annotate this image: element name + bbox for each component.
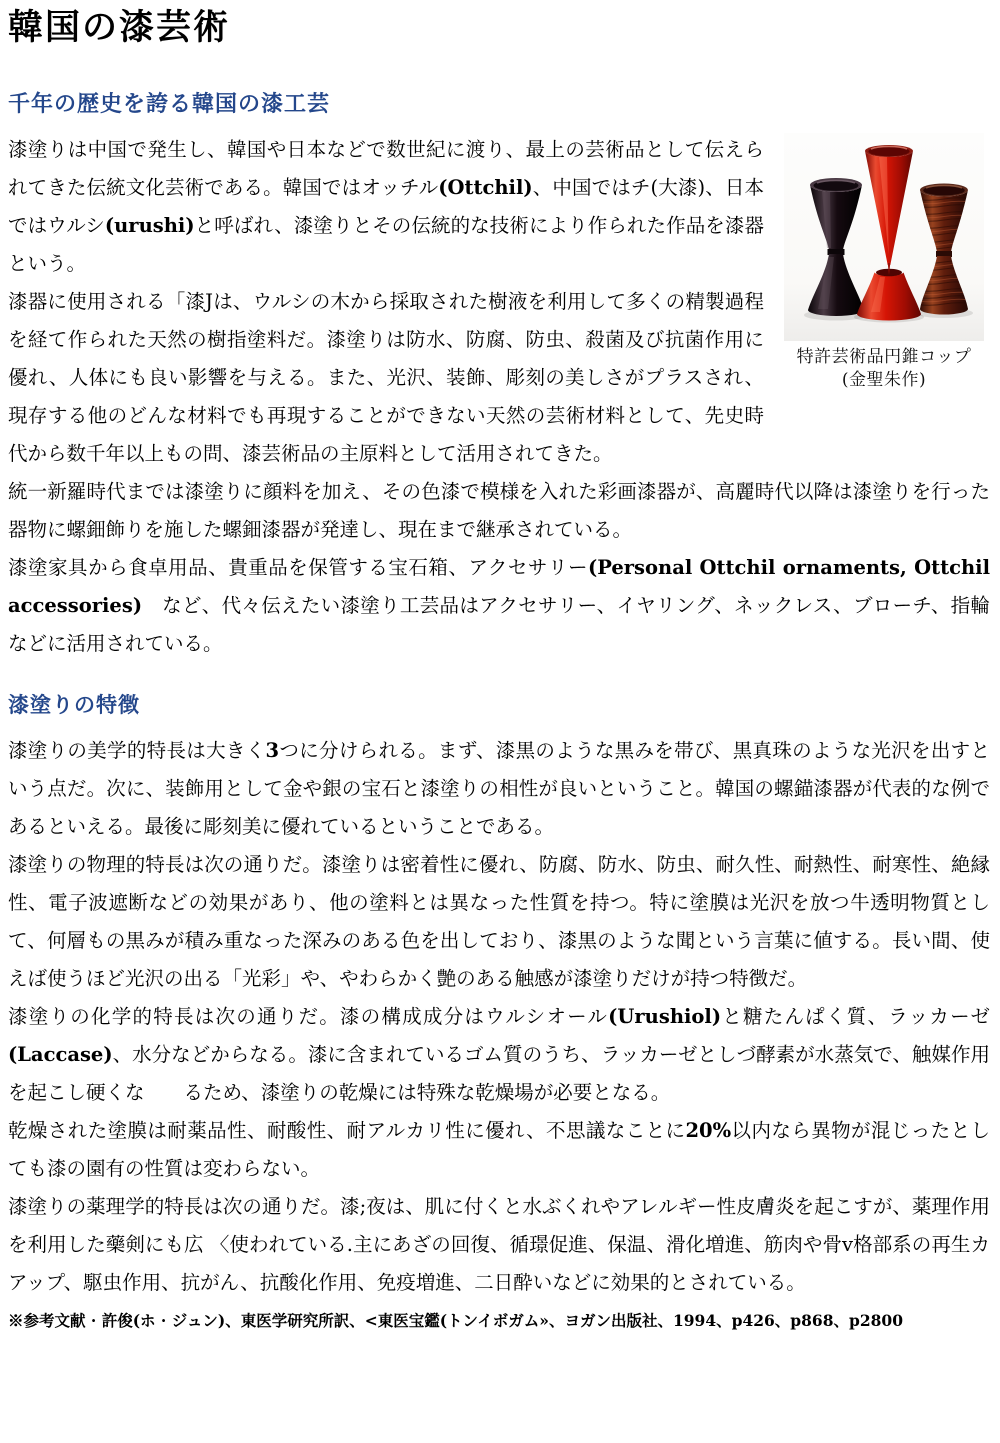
section-history [8,90,990,664]
paragraph-products: 漆塗家具から食卓用品、貴重品を保管する宝石箱、アクセサリー(Personal Ottchil ornaments, Ottchil accessories) など、代々伝えたい漆塗り工芸品はアクセサリー、イヤリング、ネックレス、ブローチ、指輪などに活用されている。 [8,556,990,656]
figure-caption-line2: (金聖朱作) [841,370,927,391]
paragraph-pharmacological: 漆塗りの薬理学的特長は次の通りだ。漆;夜は、肌に付くと水ぶくれやアレルギー性皮膚炎を起こすが、薬理作用を利用した藥剣にも広 〈使われている.主にあざの回復、循璟促進、保温、滑化増進、筋肉や骨v格部系の再生カアップ、駆虫作用、抗がん、抗酸化作用、免疫増進、二日酔いなどに効果的とされている。 [8,1194,990,1294]
footnote-reference: ※参考文献 · 許俊(ホ · ジュン)、東医学研究所訳、<東医宝鑑(トンイボガム»、ヨガン出版社、1994、p426、p868、p2800 [8,1310,903,1330]
figure-caption [778,346,990,392]
cone-cups-photo [784,133,984,341]
paragraph-dried-film: 乾燥された塗膜は耐薬品性、耐酸性、耐アルカリ性に優れ、不思議なことに20%以内なら異物が混じったとしても漆の園有の性質は変わらない。 [8,1118,990,1180]
paragraph-sap: 漆器に使用される「漆Jは、ウルシの木から採取された樹液を利用して多くの精製過程を経て作られた天然の樹指塗料だ。漆塗りは防水、防腐、防虫、殺菌及び抗菌作用に優れ、人体にも良い影響を与える。また、光沢、装飾、彫刻の美しさがプラスされ、現存する他のどんな材料でも再現することができない天然の芸術材料として、先史時代から数千年以上もの問、漆芸術品の主原料として活用されてきた。 [8,290,764,466]
paragraph-history: 統一新羅時代までは漆塗りに顔料を加え、その色漆で模様を入れた彩画漆器が、高麗時代以降は漆塗りを行った器物に螺鈿飾りを施した螺鈿漆器が発達し、現在まで継承されている。 [8,480,990,542]
figure-cone-cups [778,133,990,392]
paragraph-origin: 漆塗りは中国で発生し、韓国や日本などで数世紀に渡り、最上の芸術品として伝えられてきた伝統文化芸術である。韓国ではオッチル(Ottchil)、中国ではチ(大漆)、日本ではウルシ(urushi)と呼ばれ、漆塗りとその伝統的な技術により作られた作品を漆器という。 [8,138,764,276]
section-characteristics [8,691,990,1301]
section-characteristics-heading: 漆塗りの特徴 [8,692,140,718]
paragraph-chemical: 漆塗りの化学的特長は次の通りだ。漆の構成成分はウルシオール(Urushiol)と糖たんぱく質、ラッカーゼ(Laccase)、水分などからなる。漆に含まれているゴム質のうち、ラッカーゼとしづ酵素が水蒸気で、触媒作用を起こし硬くな るため、漆塗りの乾燥には特殊な乾燥場が必要となる。 [8,1004,990,1104]
page-title: 韓国の漆芸術 [8,7,231,48]
figure-caption-line1: 特許芸術品円錐コップ [796,347,972,368]
paragraph-aesthetic: 漆塗りの美学的特長は大きく3つに分けられる。まず、漆黒のような黒みを帯び、黒真珠のような光沢を出すという点だ。次に、装飾用として金や銀の宝石と漆塗りの相性が良いということ。韓国の螺錨漆器が代表的な例であるといえる。最後に彫刻美に優れているということである。 [8,738,990,838]
paragraph-physical: 漆塗りの物理的特長は次の通りだ。漆塗りは密着性に優れ、防腐、防水、防虫、耐久性、耐熱性、耐寒性、絶縁性、電子波遮断などの効果があり、他の塗料とは異なった性質を持つ。特に塗膜は光沢を放つ牛透明物質として、何層もの黒みが積み重なった深みのある色を出しており、漆黒のような聞という言葉に値する。長い間、使えば使うほど光沢の出る「光彩」や、やわらかく艶のある触感が漆塗りだけが持つ特徴だ。 [8,852,990,990]
section-history-heading: 千年の歴史を誇る韓国の漆工芸 [8,90,331,117]
